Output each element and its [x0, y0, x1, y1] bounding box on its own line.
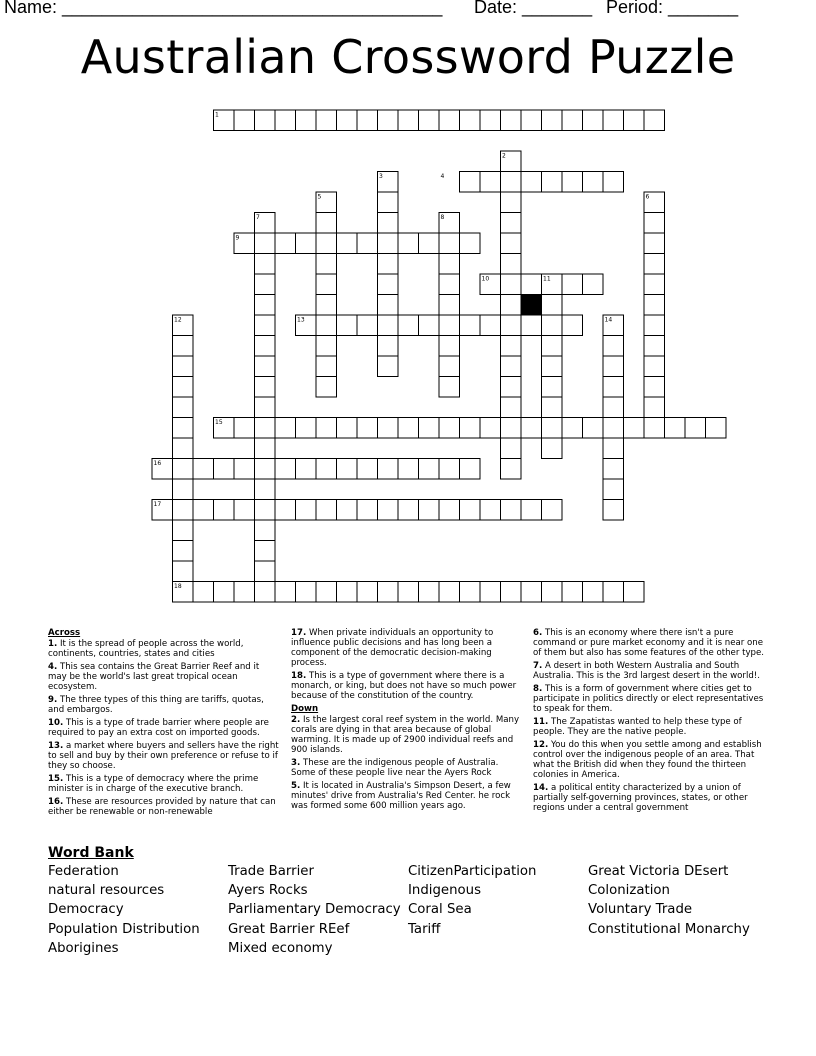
clue-across-15: 15. This is a type of democracy where the prime minister is in charge of the executive branch.: [48, 774, 259, 794]
grid-cell[interactable]: [357, 418, 378, 439]
grid-cell[interactable]: [378, 336, 399, 357]
clue-down-6: 6. This is an economy where there isn't a pure command or pure market economy and it is near one of them but also has some features of the other type.: [533, 628, 765, 658]
grid-cell[interactable]: [501, 500, 522, 521]
grid-cell[interactable]: [173, 500, 194, 521]
grid-cell[interactable]: [255, 459, 276, 480]
grid-cell[interactable]: [501, 233, 522, 254]
grid-cell[interactable]: [378, 295, 399, 316]
grid-cell[interactable]: [603, 582, 624, 603]
grid-cell[interactable]: [337, 582, 358, 603]
grid-cell[interactable]: [316, 274, 337, 295]
grid-clue-number: 10: [481, 275, 490, 283]
grid-cell[interactable]: [255, 541, 276, 562]
grid-cell[interactable]: [439, 233, 460, 254]
grid-cell[interactable]: [255, 110, 276, 131]
grid-cell[interactable]: [275, 233, 296, 254]
grid-cell[interactable]: [255, 336, 276, 357]
clue-across-10: 10. This is a type of trade barrier where people are required to pay an extra cost on imported goods.: [48, 718, 269, 738]
grid-cell[interactable]: [378, 418, 399, 439]
grid-cell[interactable]: [583, 172, 604, 193]
grid-cell[interactable]: [521, 110, 542, 131]
grid-cell[interactable]: [603, 459, 624, 480]
grid-cell[interactable]: [173, 438, 194, 459]
grid-cell[interactable]: [357, 459, 378, 480]
grid-cell[interactable]: [480, 315, 501, 336]
grid-clue-number: 2: [502, 152, 506, 160]
grid-cell[interactable]: [624, 110, 645, 131]
word-bank-item: Mixed economy: [228, 940, 333, 956]
grid-cell[interactable]: [316, 254, 337, 275]
grid-cell[interactable]: [296, 233, 317, 254]
grid-cell[interactable]: [173, 479, 194, 500]
clue-across-17: 17. When private individuals an opportunity to influence public decisions and has long been a component of the democratic decision-making process.: [291, 628, 494, 668]
clue-down-3: 3. These are the indigenous people of Australia. Some of these people live near the Ayers Rock: [291, 758, 499, 778]
word-bank-item: Constitutional Monarchy: [588, 921, 750, 937]
word-bank-item: Democracy: [48, 902, 124, 918]
word-bank-title: Word Bank: [48, 845, 134, 861]
grid-cell[interactable]: [275, 459, 296, 480]
grid-cell[interactable]: [501, 110, 522, 131]
grid-cell[interactable]: [501, 295, 522, 316]
grid-cell[interactable]: [521, 418, 542, 439]
grid-cell[interactable]: [337, 233, 358, 254]
grid-cell[interactable]: [255, 295, 276, 316]
grid-cell[interactable]: [685, 418, 706, 439]
grid-clue-number: 7: [256, 214, 260, 221]
grid-cell[interactable]: [439, 315, 460, 336]
grid-cell[interactable]: [501, 356, 522, 377]
grid-cell[interactable]: [501, 582, 522, 603]
grid-cell[interactable]: [542, 315, 563, 336]
grid-cell[interactable]: [173, 418, 194, 439]
grid-cell[interactable]: [603, 110, 624, 131]
grid-cell[interactable]: [316, 377, 337, 398]
grid-clue-number: 11: [543, 275, 551, 283]
grid-cell[interactable]: [275, 418, 296, 439]
grid-cell[interactable]: [542, 438, 563, 459]
grid-cell[interactable]: [234, 500, 255, 521]
grid-cell[interactable]: [255, 582, 276, 603]
grid-cell[interactable]: [316, 582, 337, 603]
grid-clue-number: 3: [379, 173, 383, 180]
grid-cell[interactable]: [234, 459, 255, 480]
grid-cell[interactable]: [521, 500, 542, 521]
clue-across-9: 9. The three types of this thing are tariffs, quotas, and embargos.: [48, 695, 264, 715]
clue-down-8: 8. This is a form of government where cities get to participate in politics directly or elect representatives to speak for them.: [533, 684, 764, 714]
grid-cell[interactable]: [439, 582, 460, 603]
grid-cell[interactable]: [542, 582, 563, 603]
grid-cell[interactable]: [316, 110, 337, 131]
grid-cell[interactable]: [255, 233, 276, 254]
grid-cell[interactable]: [583, 274, 604, 295]
grid-cell[interactable]: [501, 172, 522, 193]
clue-across-13: 13. a market where buyers and sellers have the right to sell and buy by their own preference or refuse to if they so choose.: [48, 741, 279, 771]
grid-clue-number: 15: [215, 419, 223, 426]
grid-cell[interactable]: [562, 315, 583, 336]
grid-cell[interactable]: [603, 438, 624, 459]
grid-cell[interactable]: [501, 418, 522, 439]
grid-cell[interactable]: [562, 582, 583, 603]
grid-cell[interactable]: [296, 110, 317, 131]
grid-cell[interactable]: [603, 377, 624, 398]
word-bank-col-1: [48, 862, 200, 958]
grid-cell[interactable]: [255, 377, 276, 398]
grid-cell[interactable]: [501, 254, 522, 275]
grid-cell[interactable]: [501, 213, 522, 234]
clues-col-1: [48, 628, 280, 820]
grid-cell[interactable]: [234, 582, 255, 603]
grid-cell[interactable]: [644, 254, 665, 275]
grid-cell[interactable]: [439, 418, 460, 439]
clue-down-14: 14. a political entity characterized by a union of partially self-governing provinces, states, or other regions under a central government: [533, 783, 748, 813]
grid-cell[interactable]: [439, 295, 460, 316]
grid-clue-number: 4: [440, 173, 445, 180]
grid-cell[interactable]: [480, 110, 501, 131]
grid-cell[interactable]: [398, 315, 419, 336]
black-square: [521, 295, 542, 316]
grid-cell[interactable]: [296, 500, 317, 521]
grid-cell[interactable]: [255, 500, 276, 521]
grid-cell[interactable]: [275, 582, 296, 603]
word-bank-item: Great Victoria DEsert: [588, 864, 729, 879]
clue-down-11: 11. The Zapatistas wanted to help these type of people. They are the native people.: [533, 717, 742, 737]
grid-cell[interactable]: [173, 336, 194, 357]
clue-down-7: 7. A desert in both Western Australia and South Australia. This is the 3rd largest desert in the world!.: [533, 661, 760, 681]
grid-cell[interactable]: [521, 274, 542, 295]
grid-cell[interactable]: [316, 459, 337, 480]
grid-cell[interactable]: [501, 459, 522, 480]
grid-cell[interactable]: [439, 336, 460, 357]
grid-cell[interactable]: [480, 172, 501, 193]
grid-cell[interactable]: [378, 110, 399, 131]
grid-cell[interactable]: [234, 110, 255, 131]
clue-across-18: 18. This is a type of government where there is a monarch, or king, but does not have so much power because of the constitution of the country.: [291, 671, 517, 701]
word-bank-item: Aborigines: [48, 940, 119, 956]
word-bank-item: CitizenParticipation: [408, 864, 537, 879]
grid-cell[interactable]: [583, 582, 604, 603]
puzzle-title: Australian Crossword Puzzle: [80, 30, 736, 84]
grid-cell[interactable]: [214, 459, 235, 480]
grid-cell[interactable]: [378, 233, 399, 254]
word-bank-item: Colonization: [588, 883, 670, 899]
grid-cell[interactable]: [583, 418, 604, 439]
grid-cell[interactable]: [296, 459, 317, 480]
grid-cell[interactable]: [439, 110, 460, 131]
grid-clue-number: 1: [215, 111, 219, 119]
grid-cell[interactable]: [316, 500, 337, 521]
grid-cell[interactable]: [255, 274, 276, 295]
grid-cell[interactable]: [501, 315, 522, 336]
grid-cell[interactable]: [419, 582, 440, 603]
grid-cell[interactable]: [193, 500, 214, 521]
grid-cell[interactable]: [439, 356, 460, 377]
grid-cell[interactable]: [234, 418, 255, 439]
grid-cell[interactable]: [357, 582, 378, 603]
grid-cell[interactable]: [603, 172, 624, 193]
grid-cell[interactable]: [357, 500, 378, 521]
grid-cell[interactable]: [419, 110, 440, 131]
grid-cell[interactable]: [255, 356, 276, 377]
grid-cell[interactable]: [378, 459, 399, 480]
grid-cell[interactable]: [542, 397, 563, 418]
grid-cell[interactable]: [644, 110, 665, 131]
grid-cell[interactable]: [562, 418, 583, 439]
grid-cell[interactable]: [644, 233, 665, 254]
grid-cell[interactable]: [337, 110, 358, 131]
grid-cell[interactable]: [316, 418, 337, 439]
grid-cell[interactable]: [275, 500, 296, 521]
grid-cell[interactable]: [316, 233, 337, 254]
grid-cell[interactable]: [398, 500, 419, 521]
clue-across-1: 1. It is the spread of people across the world, continents, countries, states and cities: [48, 639, 244, 659]
grid-clue-number: 12: [174, 316, 182, 324]
word-bank-item: Federation: [48, 864, 119, 879]
grid-cell[interactable]: [337, 459, 358, 480]
grid-cell[interactable]: [255, 315, 276, 336]
grid-cell[interactable]: [603, 336, 624, 357]
grid-cell[interactable]: [460, 500, 481, 521]
grid-cell[interactable]: [378, 274, 399, 295]
word-bank-item: Great Barrier REef: [228, 921, 350, 937]
grid-cell[interactable]: [419, 418, 440, 439]
grid-cell[interactable]: [480, 500, 501, 521]
grid-cell[interactable]: [419, 459, 440, 480]
grid-cell[interactable]: [316, 213, 337, 234]
word-bank-item: Indigenous: [408, 883, 482, 899]
grid-cell[interactable]: [296, 582, 317, 603]
grid-cell[interactable]: [542, 295, 563, 316]
grid-cell[interactable]: [562, 274, 583, 295]
grid-cell[interactable]: [316, 295, 337, 316]
grid-cell[interactable]: [173, 541, 194, 562]
grid-clue-number: 17: [153, 501, 162, 508]
grid-cell[interactable]: [275, 110, 296, 131]
grid-cell[interactable]: [644, 336, 665, 357]
grid-cell[interactable]: [542, 500, 563, 521]
grid-cell[interactable]: [173, 356, 194, 377]
word-bank-item: Ayers Rocks: [228, 883, 308, 899]
grid-cell[interactable]: [542, 356, 563, 377]
grid-clue-number: 18: [174, 583, 182, 590]
grid-cell[interactable]: [378, 213, 399, 234]
grid-cell[interactable]: [419, 500, 440, 521]
word-bank-item: natural resources: [48, 883, 165, 899]
grid-cell[interactable]: [644, 213, 665, 234]
grid-cell[interactable]: [439, 274, 460, 295]
grid-cell[interactable]: [337, 418, 358, 439]
word-bank-col-3: [408, 862, 536, 939]
grid-cell[interactable]: [316, 356, 337, 377]
name-field[interactable]: Name: ______________________________________: [4, 0, 443, 17]
grid-cell[interactable]: [542, 377, 563, 398]
grid-cell[interactable]: [603, 356, 624, 377]
grid-cell[interactable]: [583, 110, 604, 131]
grid-cell[interactable]: [644, 377, 665, 398]
grid-cell[interactable]: [378, 500, 399, 521]
grid-cell[interactable]: [296, 418, 317, 439]
grid-cell[interactable]: [501, 274, 522, 295]
grid-clue-number: 8: [440, 214, 445, 221]
grid-clue-number: 5: [317, 193, 322, 201]
grid-cell[interactable]: [521, 172, 542, 193]
grid-cell[interactable]: [501, 192, 522, 213]
grid-cell[interactable]: [501, 377, 522, 398]
grid-cell[interactable]: [542, 110, 563, 131]
clue-across-4: 4. This sea contains the Great Barrier Reef and it may be the world's last great tropical ocean ecosystem.: [48, 662, 260, 692]
grid-cell[interactable]: [603, 397, 624, 418]
grid-cell[interactable]: [173, 561, 194, 582]
grid-cell[interactable]: [255, 397, 276, 418]
clues-col-2: [291, 628, 525, 814]
grid-cell[interactable]: [501, 397, 522, 418]
grid-cell[interactable]: [398, 110, 419, 131]
grid-cell[interactable]: [255, 418, 276, 439]
grid-cell[interactable]: [439, 459, 460, 480]
grid-clue-number: 14: [604, 316, 613, 324]
grid-cell[interactable]: [398, 582, 419, 603]
grid-cell[interactable]: [521, 315, 542, 336]
grid-cell[interactable]: [460, 459, 481, 480]
grid-cell[interactable]: [603, 418, 624, 439]
clue-across-16: 16. These are resources provided by nature that can either be renewable or non-renewable: [48, 797, 276, 817]
grid-cell[interactable]: [665, 418, 686, 439]
grid-cell[interactable]: [419, 233, 440, 254]
grid-cell[interactable]: [173, 459, 194, 480]
grid-cell[interactable]: [460, 582, 481, 603]
clue-down-12: 12. You do this when you settle among and establish control over the indigenous people of an area. That what the British did when they found the thirteen colonies in America.: [533, 740, 762, 780]
grid-cell[interactable]: [337, 315, 358, 336]
word-bank-item: Population Distribution: [48, 921, 200, 937]
grid-clue-number: 6: [645, 193, 650, 201]
word-bank-item: Trade Barrier: [228, 864, 314, 879]
date-field[interactable]: Date: _______: [474, 0, 593, 17]
down-heading: Down: [291, 704, 319, 714]
clues-col-3: [533, 628, 769, 816]
clue-down-2: 2. Is the largest coral reef system in the world. Many corals are dying in that area because of global warming. It is made up of 2900 individual reefs and 900 islands.: [291, 715, 520, 755]
grid-cell[interactable]: [173, 520, 194, 541]
grid-cell[interactable]: [644, 356, 665, 377]
period-field[interactable]: Period: _______: [606, 0, 739, 17]
grid-cell[interactable]: [480, 418, 501, 439]
across-heading: Across: [48, 628, 81, 638]
grid-cell[interactable]: [644, 295, 665, 316]
grid-cell[interactable]: [378, 254, 399, 275]
grid-cell[interactable]: [439, 377, 460, 398]
grid-cell[interactable]: [562, 110, 583, 131]
grid-cell[interactable]: [419, 315, 440, 336]
grid-cell[interactable]: [460, 110, 481, 131]
grid-cell[interactable]: [460, 233, 481, 254]
word-bank-item: Parliamentary Democracy: [228, 902, 401, 918]
word-bank-item: Coral Sea: [408, 902, 472, 918]
word-bank-item: Voluntary Trade: [588, 902, 693, 918]
grid-cell[interactable]: [316, 315, 337, 336]
grid-cell[interactable]: [460, 172, 481, 193]
grid-cell[interactable]: [378, 356, 399, 377]
grid-cell[interactable]: [603, 500, 624, 521]
grid-cell[interactable]: [542, 418, 563, 439]
grid-cell[interactable]: [255, 479, 276, 500]
grid-cell[interactable]: [501, 336, 522, 357]
grid-cell[interactable]: [173, 377, 194, 398]
grid-cell[interactable]: [255, 561, 276, 582]
grid-cell[interactable]: [542, 172, 563, 193]
grid-cell[interactable]: [439, 254, 460, 275]
grid-cell[interactable]: [378, 315, 399, 336]
grid-cell[interactable]: [255, 438, 276, 459]
grid-cell[interactable]: [398, 418, 419, 439]
grid-cell[interactable]: [398, 233, 419, 254]
grid-clue-number: 16: [153, 460, 162, 467]
grid-cell[interactable]: [460, 418, 481, 439]
grid-clue-number: 9: [235, 234, 240, 242]
grid-cell[interactable]: [378, 192, 399, 213]
grid-cell[interactable]: [337, 500, 358, 521]
grid-cell[interactable]: [255, 254, 276, 275]
grid-cell[interactable]: [357, 233, 378, 254]
grid-clue-number: 13: [297, 316, 305, 324]
grid-cell[interactable]: [398, 459, 419, 480]
word-bank-col-4: [588, 862, 750, 939]
word-bank-col-2: [228, 862, 401, 958]
grid-cell[interactable]: [214, 582, 235, 603]
grid-cell[interactable]: [439, 500, 460, 521]
grid-cell[interactable]: [173, 397, 194, 418]
grid-cell[interactable]: [378, 582, 399, 603]
grid-cell[interactable]: [644, 397, 665, 418]
grid-cell[interactable]: [624, 418, 645, 439]
grid-cell[interactable]: [644, 274, 665, 295]
grid-cell[interactable]: [193, 459, 214, 480]
grid-cell[interactable]: [521, 582, 542, 603]
grid-cell[interactable]: [316, 336, 337, 357]
clue-down-5: 5. It is located in Australia's Simpson Desert, a few minutes' drive from Australia's Red Center. he rock was formed some 600 million years ago.: [291, 781, 511, 811]
grid-cell[interactable]: [624, 582, 645, 603]
grid-cell[interactable]: [644, 315, 665, 336]
grid-cell[interactable]: [193, 582, 214, 603]
grid-cell[interactable]: [214, 500, 235, 521]
grid-cell[interactable]: [480, 582, 501, 603]
grid-cell[interactable]: [357, 110, 378, 131]
grid-cell[interactable]: [562, 172, 583, 193]
grid-cell[interactable]: [460, 315, 481, 336]
grid-cell[interactable]: [501, 438, 522, 459]
word-bank-item: Tariff: [408, 921, 441, 937]
grid-cell[interactable]: [603, 479, 624, 500]
grid-cell[interactable]: [542, 336, 563, 357]
grid-cell[interactable]: [255, 520, 276, 541]
grid-cell[interactable]: [706, 418, 727, 439]
grid-cell[interactable]: [357, 315, 378, 336]
grid-cell[interactable]: [644, 418, 665, 439]
